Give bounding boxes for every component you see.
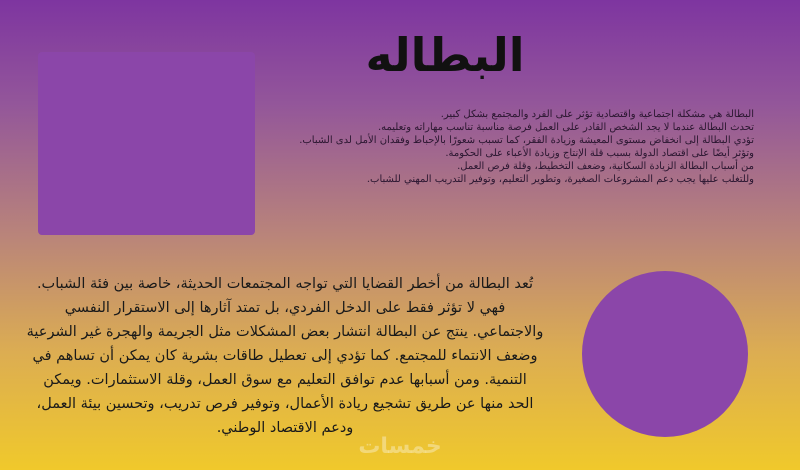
summary-line: وتؤثر أيضًا على اقتصاد الدولة بسبب قلة الإنتاج وزيادة الأعباء على الحكومة.	[445, 148, 754, 159]
summary-line: من أسباب البطالة الزيادة السكانية، وضعف التخطيط، وقلة فرص العمل.	[457, 161, 754, 172]
summary-line: وللتغلب عليها يجب دعم المشروعات الصغيرة، وتطوير التعليم، وتوفير التدريب المهني للشباب.	[366, 174, 754, 185]
paragraph-line: وضعف الانتماء للمجتمع. كما تؤدي إلى تعطيل طاقات بشرية كان يمكن أن تساهم في	[32, 348, 538, 364]
purple-square-placeholder	[38, 52, 255, 235]
paragraph-line: تُعد البطالة من أخطر القضايا التي تواجه المجتمعات الحديثة، خاصة بين فئة الشباب.	[36, 276, 534, 292]
main-paragraph	[8, 272, 562, 440]
page-title: البطاله	[365, 28, 525, 82]
paragraph-line: الحد منها عن طريق تشجيع ريادة الأعمال، وتوفير فرص تدريب، وتحسين بيئة العمل،	[36, 396, 534, 412]
paragraph-line: ودعم الاقتصاد الوطني.	[216, 420, 354, 436]
watermark-logo: خمسات	[358, 434, 442, 459]
summary-text	[262, 108, 754, 186]
paragraph-line: فهي لا تؤثر فقط على الدخل الفردي، بل تمتد آثارها إلى الاستقرار النفسي	[64, 300, 506, 316]
purple-circle-placeholder	[582, 271, 748, 437]
paragraph-line: التنمية. ومن أسبابها عدم توافق التعليم مع سوق العمل، وقلة الاستثمارات. ويمكن	[43, 372, 527, 388]
summary-line: البطالة هي مشكلة اجتماعية واقتصادية تؤثر على الفرد والمجتمع بشكل كبير.	[440, 109, 754, 120]
summary-line: تحدث البطالة عندما لا يجد الشخص القادر على العمل فرصة مناسبة تناسب مهاراته وتعليمه.	[377, 122, 754, 133]
summary-line: تؤدي البطالة إلى انخفاض مستوى المعيشة وزيادة الفقر، كما تسبب شعورًا بالإحباط وفقدان الأمل لدى الشباب.	[299, 135, 754, 146]
paragraph-line: والاجتماعي. ينتج عن البطالة انتشار بعض المشكلات مثل الجريمة والهجرة غير الشرعية	[26, 324, 544, 340]
